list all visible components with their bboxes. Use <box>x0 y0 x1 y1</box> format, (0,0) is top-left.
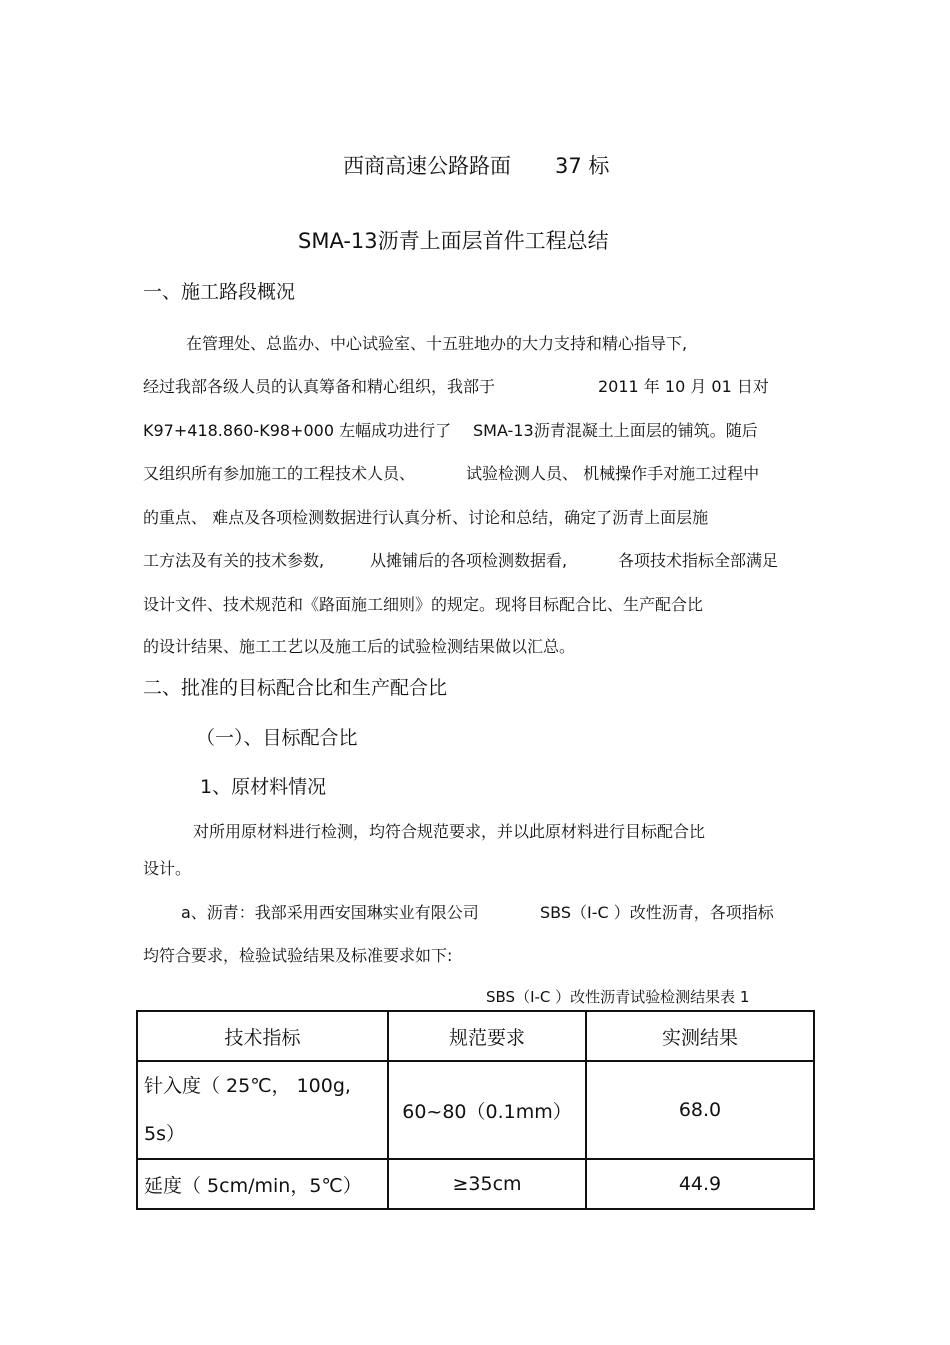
table-row <box>137 1159 814 1209</box>
table-caption: SBS（I-C ）改性沥青试验检测结果表 1 <box>486 988 750 1006</box>
row2-spec: ≥35cm <box>388 1159 586 1209</box>
para3-line1b: SBS（I-C ）改性沥青，各项指标 <box>540 903 774 922</box>
para1-date: 2011 年 10 月 01 日对 <box>598 377 769 396</box>
para1-line4b: 试验检测人员、 机械操作手对施工过程中 <box>466 464 760 483</box>
section2-heading: 二、批准的目标配合比和生产配合比 <box>143 677 448 699</box>
row1-spec: 60~80（0.1mm） <box>388 1061 586 1159</box>
para1-line2: 经过我部各级人员的认真筹备和精心组织，我部于 <box>143 377 496 396</box>
para3-line2: 均符合要求，检验试验结果及标准要求如下: <box>143 946 453 965</box>
para1-line3b: SMA-13沥青混凝土上面层的铺筑。随后 <box>473 421 758 440</box>
para2-line2: 设计。 <box>143 859 192 878</box>
row1-item-a: 针入度（ 25℃， 100g, <box>144 1075 351 1097</box>
para1-line5: 的重点、 难点及各项检测数据进行认真分析、讨论和总结，确定了沥青上面层施 <box>143 508 709 527</box>
sub2-heading: 1、原材料情况 <box>200 776 327 798</box>
para1-line8: 的设计结果、施工工艺以及施工后的试验检测结果做以汇总。 <box>143 637 576 656</box>
row1-result: 68.0 <box>586 1061 814 1159</box>
table-header-row <box>137 1011 814 1061</box>
para1-line6b: 从摊铺后的各项检测数据看, <box>370 551 568 570</box>
section1-heading: 一、施工路段概况 <box>143 281 296 303</box>
row2-result: 44.9 <box>586 1159 814 1209</box>
para1-line6: 工方法及有关的技术参数, <box>143 551 325 570</box>
para1-line3: K97+418.860-K98+000 左幅成功进行了 <box>143 421 452 440</box>
header-spec: 规范要求 <box>388 1011 586 1061</box>
para1-line4: 又组织所有参加施工的工程技术人员、 <box>143 464 416 483</box>
para2-line1: 对所用原材料进行检测，均符合规范要求，并以此原材料进行目标配合比 <box>193 822 706 841</box>
row1-item-b: 5s） <box>144 1123 185 1145</box>
row2-item: 延度（ 5cm/min，5℃） <box>137 1159 388 1209</box>
test-results-table <box>136 1010 815 1210</box>
para3-line1a: a、沥青：我部采用西安国琳实业有限公司 <box>181 903 479 922</box>
para1-line1: 在管理处、总监办、中心试验室、十五驻地办的大力支持和精心指导下, <box>186 334 688 353</box>
row1-item <box>137 1061 388 1159</box>
sub1-heading: （一）、目标配合比 <box>196 727 358 749</box>
para1-line7: 设计文件、技术规范和《路面施工细则》的规定。现将目标配合比、生产配合比 <box>143 595 704 614</box>
table-row <box>137 1061 814 1159</box>
para1-line6c: 各项技术指标全部满足 <box>618 551 779 570</box>
header-indicator: 技术指标 <box>137 1011 388 1061</box>
header-result: 实测结果 <box>586 1011 814 1061</box>
title-line1-a: 西商高速公路路面 <box>343 154 511 178</box>
title-line2: SMA-13沥青上面层首件工程总结 <box>298 229 609 253</box>
title-line1-b: 37 标 <box>555 154 610 178</box>
